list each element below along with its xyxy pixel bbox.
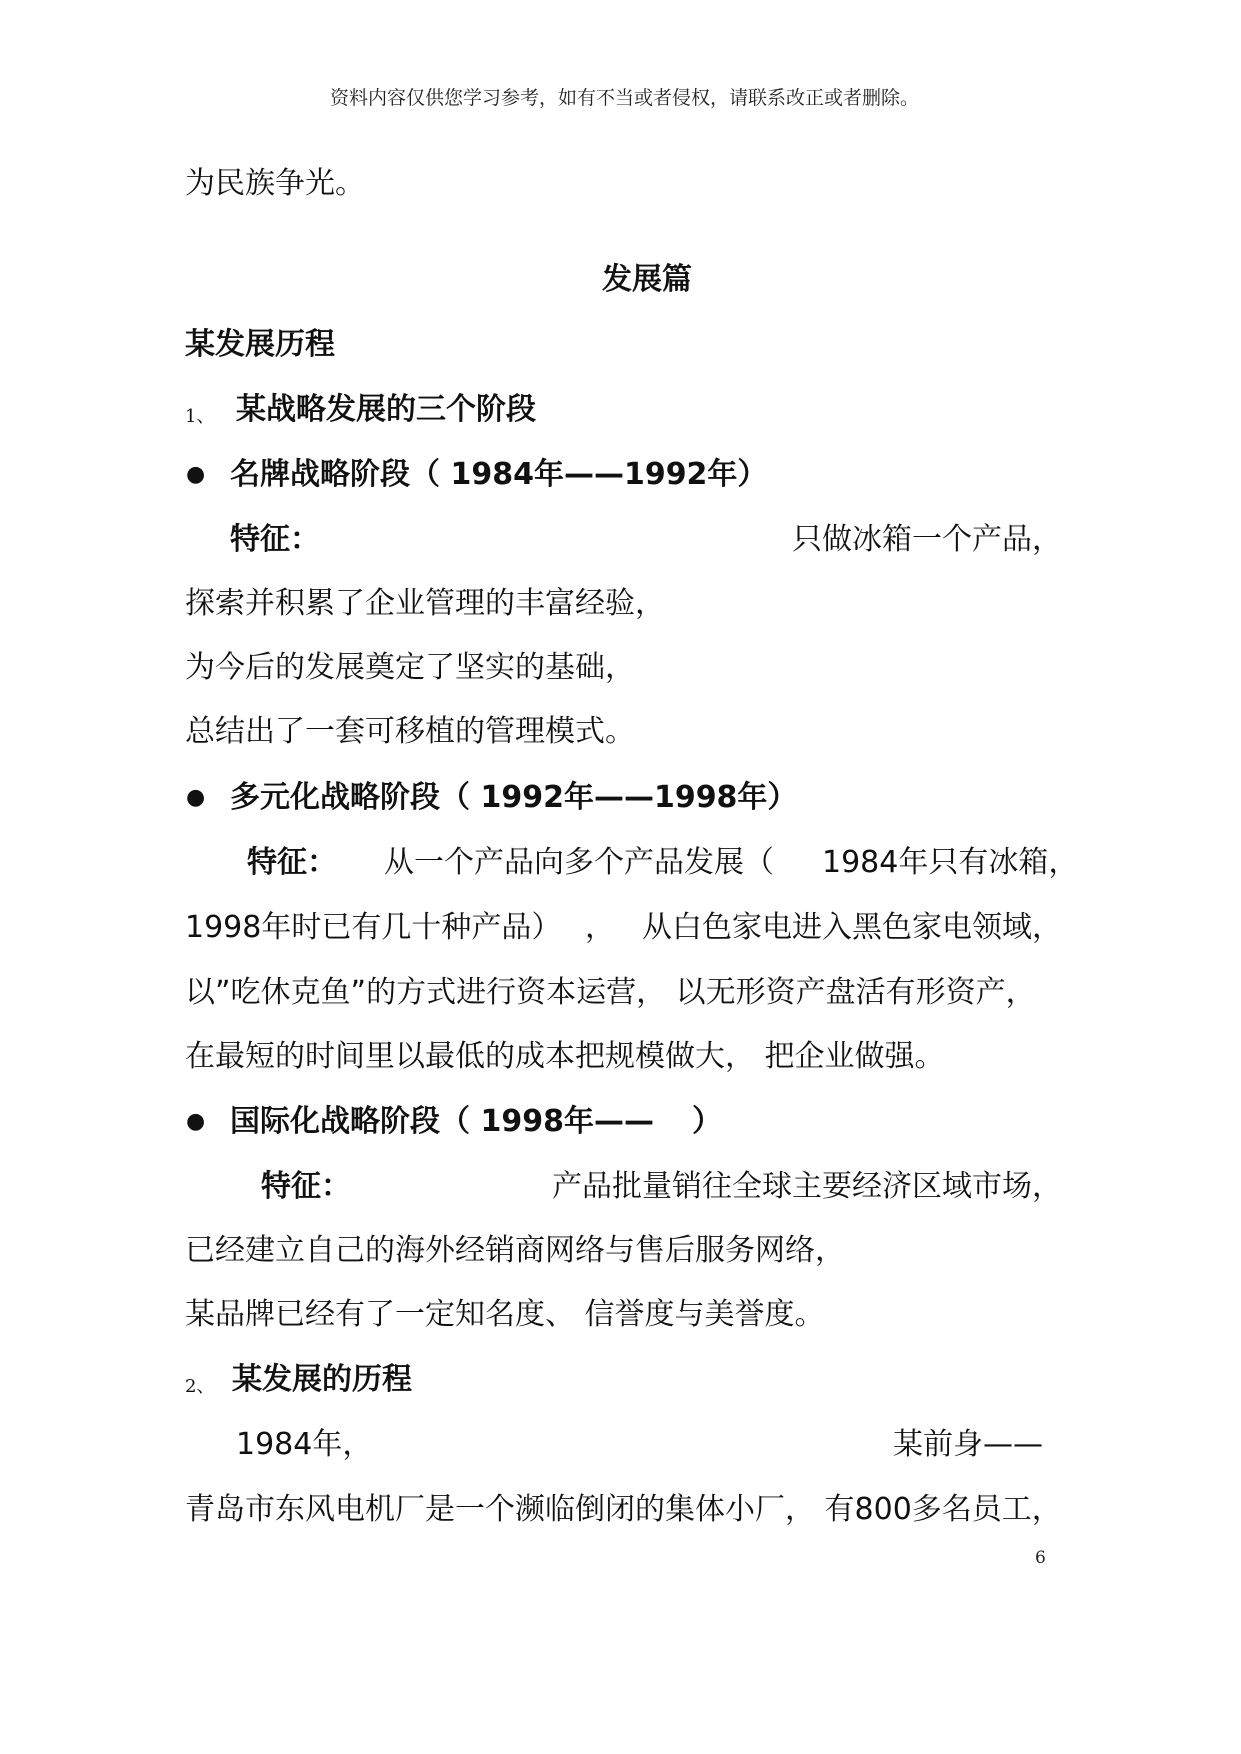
subheading: 某发展历程 — [185, 327, 335, 362]
header-disclaimer: 资料内容仅供您学习参考，如有不当或者侵权，请联系改正或者删除。 — [330, 87, 920, 109]
page-number: 6 — [1035, 1548, 1046, 1568]
stage3-title-tail: ） — [692, 1104, 722, 1139]
bullet-icon: ● — [186, 1109, 206, 1134]
history-line-2: 青岛市东风电机厂是一个濒临倒闭的集体小厂， 有800多名员工， — [185, 1492, 1062, 1527]
stage3-line-2: 某品牌已经有了一定知名度、 信誉度与美誉度。 — [185, 1297, 825, 1332]
item2-title: 某发展的历程 — [232, 1362, 412, 1397]
stage2-line-3: 以”吃休克鱼”的方式进行资本运营， 以无形资产盘活有形资产， — [185, 975, 1036, 1010]
stage2-feature-label: 特征： — [247, 845, 337, 880]
item2-number: 2、 — [185, 1376, 215, 1397]
stage3-title: 国际化战略阶段（ 1998年—— — [230, 1104, 654, 1139]
stage2-line-4: 在最短的时间里以最低的成本把规模做大， 把企业做强。 — [185, 1039, 945, 1074]
bullet-icon: ● — [186, 462, 206, 487]
stage1-feature-first: 只做冰箱一个产品， — [792, 522, 1062, 557]
history-tail: 某前身—— — [893, 1427, 1043, 1462]
stage3-line-1: 已经建立自己的海外经销商网络与售后服务网络， — [185, 1233, 845, 1268]
item1-number: 1、 — [185, 406, 215, 427]
bullet-icon: ● — [186, 785, 206, 810]
stage1-title: 名牌战略阶段（ 1984年——1992年） — [230, 457, 768, 492]
paragraph-line-prev: 为民族争光。 — [185, 166, 365, 201]
stage3-feature-first: 产品批量销往全球主要经济区域市场， — [552, 1169, 1062, 1204]
history-year: 1984年， — [236, 1427, 373, 1462]
stage1-feature-label: 特征： — [230, 522, 320, 557]
stage3-feature-label: 特征： — [261, 1169, 351, 1204]
stage2-title: 多元化战略阶段（ 1992年——1998年） — [230, 780, 798, 815]
stage2-feature-first: 从一个产品向多个产品发展（ — [384, 845, 774, 880]
stage2-feature-first-tail: 1984年只有冰箱， — [822, 845, 1079, 880]
stage2-line-2b: ， — [585, 910, 615, 945]
stage1-line-1: 探索并积累了企业管理的丰富经验， — [185, 586, 665, 621]
stage2-line-2a: 1998年时已有几十种产品） — [185, 910, 562, 945]
stage1-line-3: 总结出了一套可移植的管理模式。 — [185, 714, 635, 749]
stage1-line-2: 为今后的发展奠定了坚实的基础， — [185, 650, 635, 685]
section-title: 发展篇 — [602, 262, 692, 297]
item1-title: 某战略发展的三个阶段 — [236, 392, 536, 427]
stage2-line-2c: 从白色家电进入黑色家电领域， — [642, 910, 1062, 945]
